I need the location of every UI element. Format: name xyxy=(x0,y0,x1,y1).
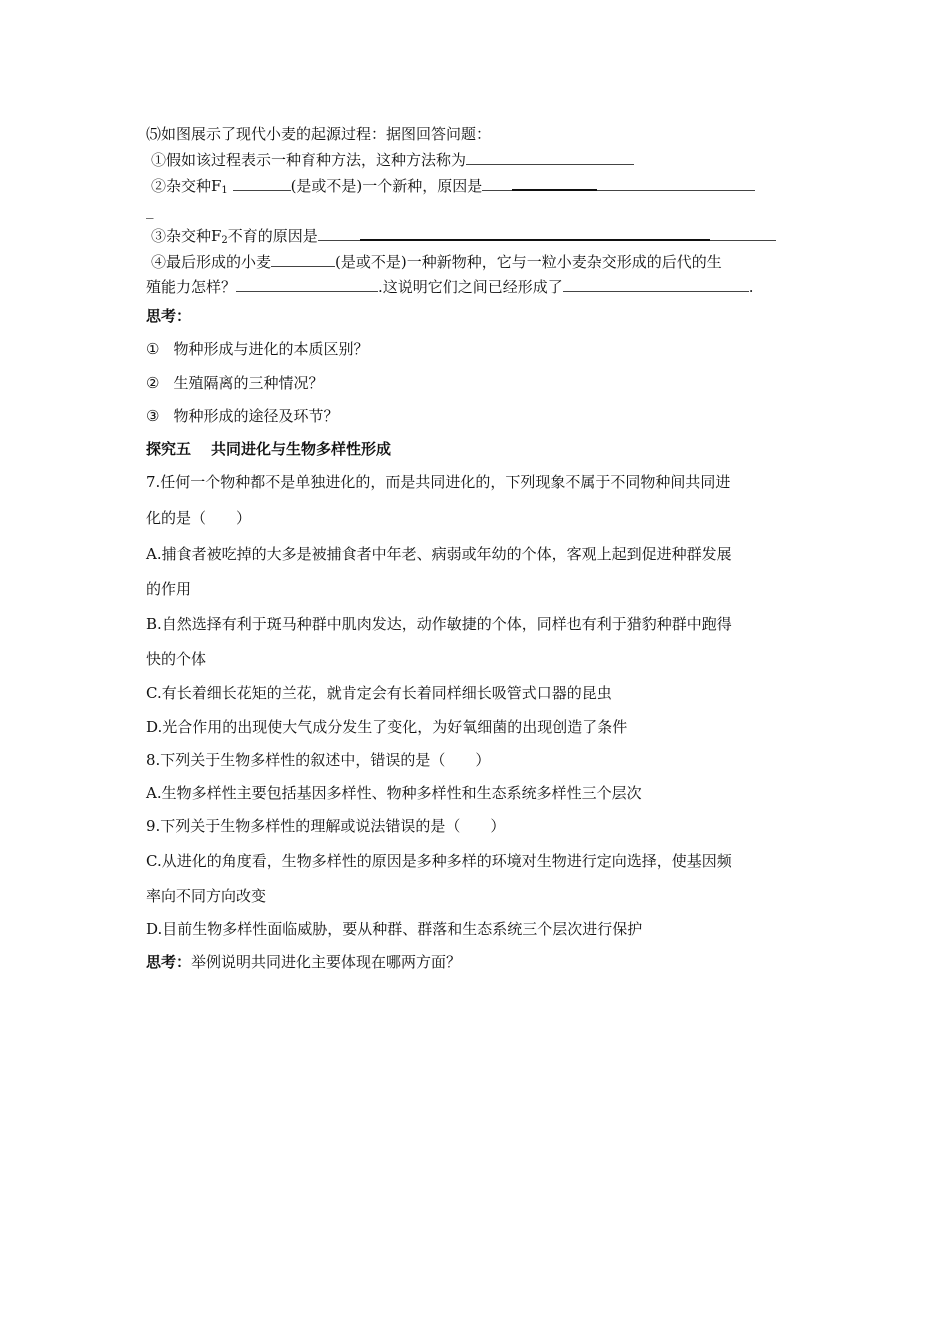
part5-q4-line2 xyxy=(146,276,754,297)
q7-stem-continued: 化的是（ ） xyxy=(146,509,252,527)
part5-q3 xyxy=(151,225,776,246)
part5-q4-text-e: . xyxy=(748,278,754,296)
q7-stem: 7.任何一个物种都不是单独进化的，而是共同进化的，下列现象不属于不同物种间共同进 xyxy=(146,473,731,491)
answer-blank xyxy=(466,152,634,165)
part5-q4-text: ④最后形成的小麦 xyxy=(151,253,272,271)
q9-stem: 9.下列关于生物多样性的理解或说法错误的是（ ） xyxy=(146,817,506,835)
answer-blank xyxy=(710,228,776,241)
q9-option-c-continued: 率向不同方向改变 xyxy=(146,887,267,905)
answer-blank xyxy=(318,228,360,241)
part5-q2-continued: _ xyxy=(146,201,154,219)
part5-q4-text-b: (是或不是)一种新物种，它与一粒小麦杂交形成的后代的生 xyxy=(335,253,722,271)
q7-option-c: C.有长着细长花矩的兰花，就肯定会有长着同样细长吸管式口器的昆虫 xyxy=(146,684,612,702)
answer-blank xyxy=(597,178,755,191)
think1-heading: 思考： xyxy=(146,307,192,325)
answer-blank xyxy=(482,178,512,191)
part5-q4-text-c: 殖能力怎样？ xyxy=(146,278,237,296)
think1-item-mark: ② xyxy=(146,374,160,392)
part5-q3-text: ③杂交种F xyxy=(151,227,222,245)
think2-text: 举例说明共同进化主要体现在哪两方面？ xyxy=(191,953,462,971)
think1-item-text: 物种形成与进化的本质区别？ xyxy=(173,340,369,358)
think1-item xyxy=(146,372,323,393)
part5-q2-text-b: (是或不是)一个新种，原因是 xyxy=(290,177,483,195)
section5-number: 探究五 xyxy=(146,440,192,458)
q7-option-b: B.自然选择有利于斑马种群中肌肉发达，动作敏捷的个体，同样也有利于猎豹种群中跑得 xyxy=(146,615,732,633)
part5-q4-text-d: .这说明它们之间已经形成了 xyxy=(378,278,563,296)
part5-q4 xyxy=(151,251,722,272)
think2-heading: 思考： xyxy=(146,953,192,971)
think1-item xyxy=(146,405,338,426)
part5-q2-text: ②杂交种F xyxy=(151,177,222,195)
section5-title: 共同进化与生物多样性形成 xyxy=(211,440,392,458)
think2 xyxy=(146,951,461,972)
part5-q3-text-b: 不育的原因是 xyxy=(227,227,318,245)
q7-option-b-continued: 快的个体 xyxy=(146,650,207,668)
think1-item-text: 生殖隔离的三种情况？ xyxy=(173,374,324,392)
answer-blank xyxy=(236,279,378,292)
q7-option-a: A.捕食者被吃掉的大多是被捕食者中年老、病弱或年幼的个体，客观上起到促进种群发展 xyxy=(146,545,732,563)
q8-stem: 8.下列关于生物多样性的叙述中，错误的是（ ） xyxy=(146,751,491,769)
q9-option-c: C.从进化的角度看，生物多样性的原因是多种多样的环境对生物进行定向选择，使基因频 xyxy=(146,852,732,870)
q8-option-a: A.生物多样性主要包括基因多样性、物种多样性和生态系统多样性三个层次 xyxy=(146,784,642,802)
think1-item-mark: ③ xyxy=(146,407,160,425)
think1-item-text: 物种形成的途径及环节？ xyxy=(173,407,339,425)
answer-blank xyxy=(271,254,335,267)
part5-q1 xyxy=(151,149,634,170)
answer-blank xyxy=(563,279,749,292)
think1-item-mark: ① xyxy=(146,340,160,358)
subscript: 1 xyxy=(221,185,228,196)
section5-heading xyxy=(146,438,391,459)
answer-blank xyxy=(233,178,291,191)
answer-blank xyxy=(360,227,710,241)
subscript: 2 xyxy=(221,235,228,246)
answer-blank xyxy=(512,177,597,191)
part5-intro: ⑸如图展示了现代小麦的起源过程：据图回答问题： xyxy=(146,125,492,143)
q9-option-d: D.目前生物多样性面临威胁，要从种群、群落和生态系统三个层次进行保护 xyxy=(146,920,643,938)
part5-q1-text: ①假如该过程表示一种育种方法，这种方法称为 xyxy=(151,151,467,169)
q7-option-d: D.光合作用的出现使大气成分发生了变化，为好氧细菌的出现创造了条件 xyxy=(146,718,628,736)
q7-option-a-continued: 的作用 xyxy=(146,580,192,598)
think1-item xyxy=(146,338,368,359)
part5-q2 xyxy=(151,175,755,196)
